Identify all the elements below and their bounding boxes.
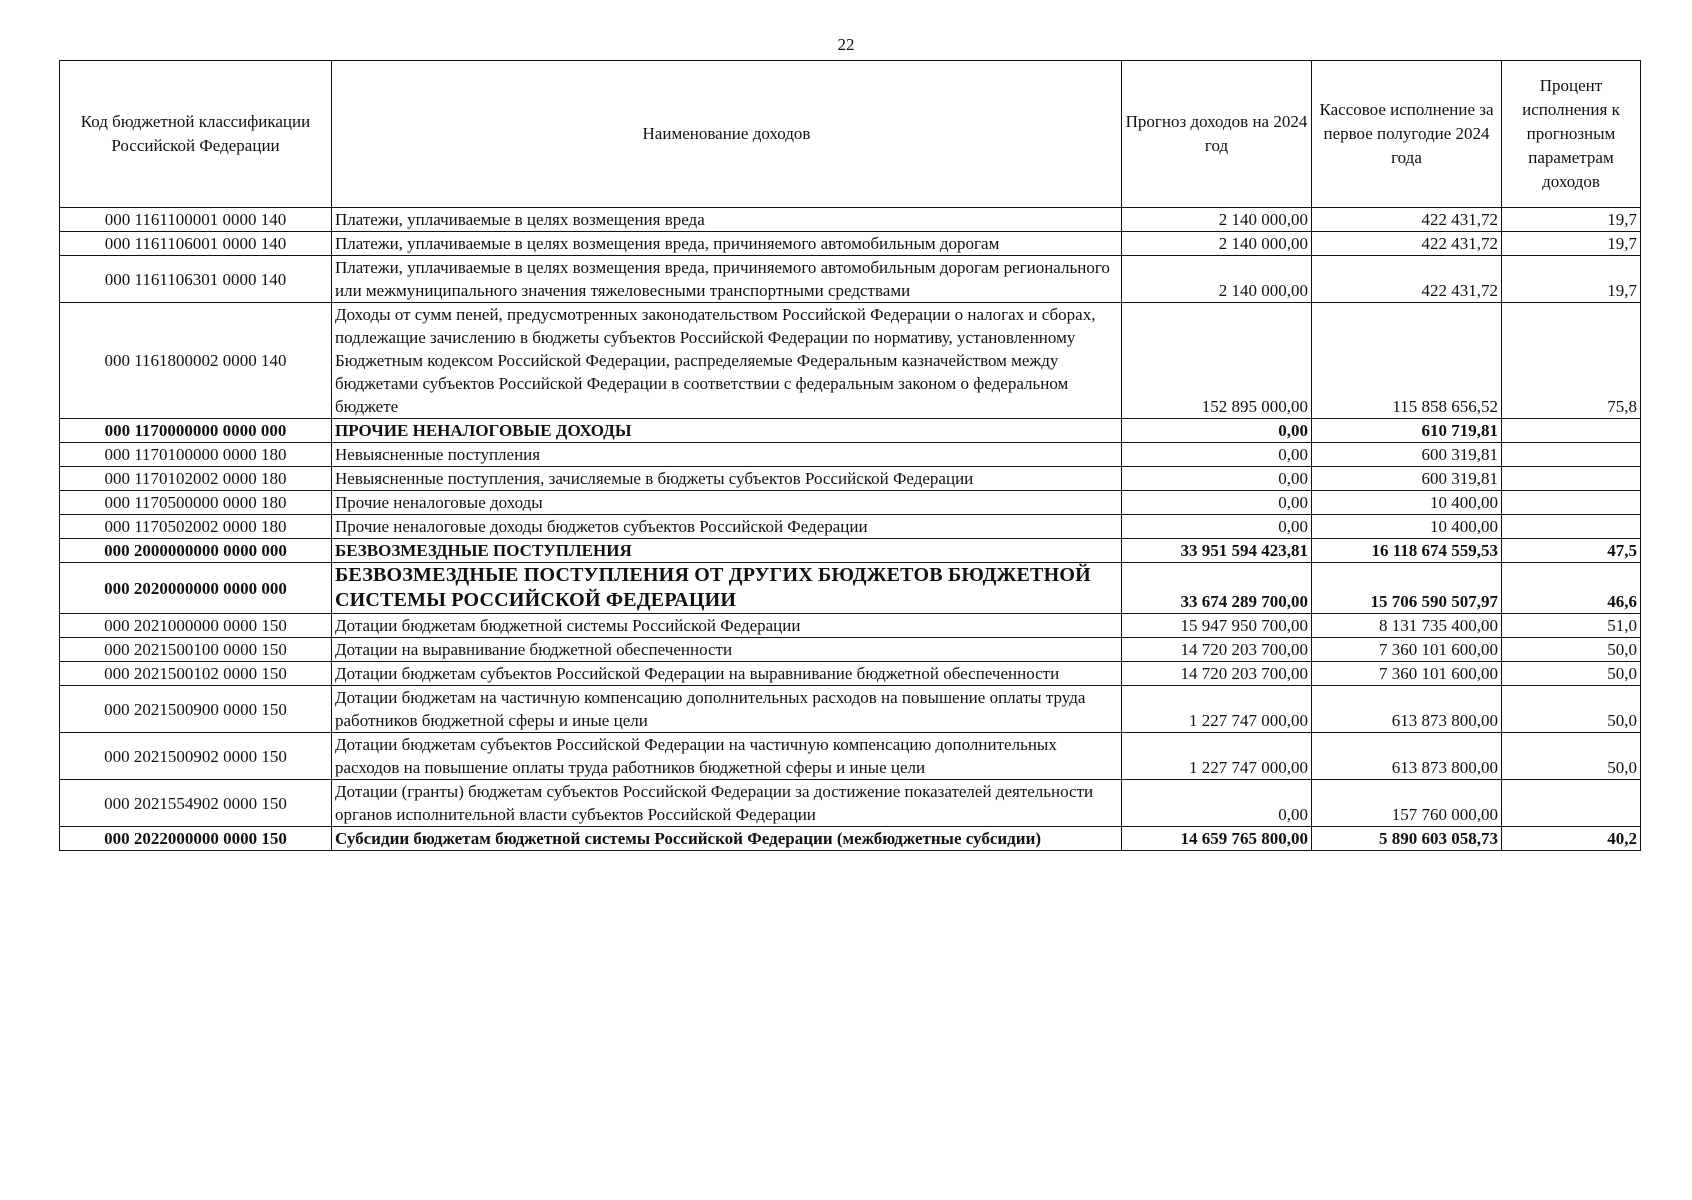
percent-cell: 40,2 xyxy=(1502,827,1641,851)
forecast-cell: 2 140 000,00 xyxy=(1122,208,1312,232)
revenue-name-cell: Невыясненные поступления, зачисляемые в бюджеты субъектов Российской Федерации xyxy=(332,467,1122,491)
executed-cell: 10 400,00 xyxy=(1312,491,1502,515)
table-row xyxy=(60,614,1641,638)
table-row xyxy=(60,467,1641,491)
revenue-name-cell: Дотации бюджетам субъектов Российской Федерации на выравнивание бюджетной обеспеченности xyxy=(332,662,1122,686)
budget-code-cell: 000 1170100000 0000 180 xyxy=(60,443,332,467)
forecast-cell: 0,00 xyxy=(1122,491,1312,515)
page-number: 22 xyxy=(837,35,855,54)
forecast-cell: 0,00 xyxy=(1122,515,1312,539)
budget-code-cell: 000 1170102002 0000 180 xyxy=(60,467,332,491)
percent-cell xyxy=(1502,515,1641,539)
percent-cell: 19,7 xyxy=(1502,208,1641,232)
budget-code-cell: 000 1161106301 0000 140 xyxy=(60,256,332,303)
forecast-cell: 1 227 747 000,00 xyxy=(1122,686,1312,733)
percent-cell: 50,0 xyxy=(1502,662,1641,686)
executed-cell: 7 360 101 600,00 xyxy=(1312,662,1502,686)
percent-cell: 50,0 xyxy=(1502,686,1641,733)
table-row xyxy=(60,303,1641,419)
percent-cell xyxy=(1502,467,1641,491)
revenue-name-cell: Платежи, уплачиваемые в целях возмещения вреда xyxy=(332,208,1122,232)
table-row xyxy=(60,208,1641,232)
forecast-cell: 0,00 xyxy=(1122,780,1312,827)
table-row xyxy=(60,662,1641,686)
executed-cell: 600 319,81 xyxy=(1312,467,1502,491)
forecast-cell: 14 720 203 700,00 xyxy=(1122,662,1312,686)
table-row xyxy=(60,827,1641,851)
forecast-cell: 0,00 xyxy=(1122,443,1312,467)
percent-cell xyxy=(1502,491,1641,515)
revenue-name-cell: ПРОЧИЕ НЕНАЛОГОВЫЕ ДОХОДЫ xyxy=(332,419,1122,443)
percent-cell: 75,8 xyxy=(1502,303,1641,419)
budget-code-cell: 000 2021000000 0000 150 xyxy=(60,614,332,638)
revenue-name-cell: Доходы от сумм пеней, предусмотренных законодательством Российской Федерации о налогах и сборах, подлежащие зачислению в бюджеты субъектов Российской Федерации по нормативу, установленному Бюджетным кодексом Российской Федерации, распределяемые Федеральным казначейством между бюджетами субъектов Российской Федерации в соответствии с федеральным законом о федеральном бюджете xyxy=(332,303,1122,419)
executed-cell: 115 858 656,52 xyxy=(1312,303,1502,419)
budget-code-cell: 000 2021500102 0000 150 xyxy=(60,662,332,686)
table-row xyxy=(60,443,1641,467)
table-row xyxy=(60,638,1641,662)
percent-cell: 50,0 xyxy=(1502,638,1641,662)
revenue-name-cell: Дотации на выравнивание бюджетной обеспеченности xyxy=(332,638,1122,662)
budget-code-cell: 000 1170000000 0000 000 xyxy=(60,419,332,443)
percent-cell xyxy=(1502,780,1641,827)
executed-cell: 8 131 735 400,00 xyxy=(1312,614,1502,638)
header-forecast: Прогноз доходов на 2024 год xyxy=(1122,61,1312,208)
budget-code-cell: 000 1161100001 0000 140 xyxy=(60,208,332,232)
executed-cell: 422 431,72 xyxy=(1312,256,1502,303)
executed-cell: 613 873 800,00 xyxy=(1312,686,1502,733)
table-row xyxy=(60,515,1641,539)
table-body xyxy=(60,208,1641,851)
executed-cell: 7 360 101 600,00 xyxy=(1312,638,1502,662)
revenue-name-cell: Дотации бюджетам субъектов Российской Федерации на частичную компенсацию дополнительных расходов на повышение оплаты труда работников бюджетной сферы и иные цели xyxy=(332,733,1122,780)
executed-cell: 15 706 590 507,97 xyxy=(1312,563,1502,614)
percent-cell: 47,5 xyxy=(1502,539,1641,563)
budget-code-cell: 000 1170502002 0000 180 xyxy=(60,515,332,539)
forecast-cell: 1 227 747 000,00 xyxy=(1122,733,1312,780)
executed-cell: 610 719,81 xyxy=(1312,419,1502,443)
revenue-name-cell: БЕЗВОЗМЕЗДНЫЕ ПОСТУПЛЕНИЯ xyxy=(332,539,1122,563)
revenue-name-cell: Дотации (гранты) бюджетам субъектов Российской Федерации за достижение показателей деятельности органов исполнительной власти субъектов Российской Федерации xyxy=(332,780,1122,827)
executed-cell: 422 431,72 xyxy=(1312,208,1502,232)
percent-cell: 19,7 xyxy=(1502,232,1641,256)
revenue-name-cell: Платежи, уплачиваемые в целях возмещения вреда, причиняемого автомобильным дорогам xyxy=(332,232,1122,256)
percent-cell: 51,0 xyxy=(1502,614,1641,638)
forecast-cell: 2 140 000,00 xyxy=(1122,256,1312,303)
revenue-name-cell: БЕЗВОЗМЕЗДНЫЕ ПОСТУПЛЕНИЯ ОТ ДРУГИХ БЮДЖЕТОВ БЮДЖЕТНОЙ СИСТЕМЫ РОССИЙСКОЙ ФЕДЕРАЦИИ xyxy=(332,563,1122,614)
forecast-cell: 0,00 xyxy=(1122,467,1312,491)
table-row xyxy=(60,539,1641,563)
forecast-cell: 2 140 000,00 xyxy=(1122,232,1312,256)
executed-cell: 422 431,72 xyxy=(1312,232,1502,256)
header-code: Код бюджетной классификации Российской Федерации xyxy=(60,61,332,208)
budget-code-cell: 000 2022000000 0000 150 xyxy=(60,827,332,851)
forecast-cell: 152 895 000,00 xyxy=(1122,303,1312,419)
table-row xyxy=(60,419,1641,443)
forecast-cell: 33 674 289 700,00 xyxy=(1122,563,1312,614)
header-percent: Процент исполнения к прогнозным параметрам доходов xyxy=(1502,61,1641,208)
header-executed: Кассовое исполнение за первое полугодие 2024 года xyxy=(1312,61,1502,208)
table-row xyxy=(60,733,1641,780)
revenue-name-cell: Невыясненные поступления xyxy=(332,443,1122,467)
forecast-cell: 14 659 765 800,00 xyxy=(1122,827,1312,851)
budget-code-cell: 000 2021500100 0000 150 xyxy=(60,638,332,662)
table-row xyxy=(60,256,1641,303)
table-row xyxy=(60,686,1641,733)
budget-code-cell: 000 2021500902 0000 150 xyxy=(60,733,332,780)
percent-cell xyxy=(1502,419,1641,443)
header-name: Наименование доходов xyxy=(332,61,1122,208)
executed-cell: 5 890 603 058,73 xyxy=(1312,827,1502,851)
budget-code-cell: 000 2021554902 0000 150 xyxy=(60,780,332,827)
forecast-cell: 0,00 xyxy=(1122,419,1312,443)
executed-cell: 613 873 800,00 xyxy=(1312,733,1502,780)
table-header-row xyxy=(60,61,1641,208)
revenue-name-cell: Прочие неналоговые доходы xyxy=(332,491,1122,515)
percent-cell: 19,7 xyxy=(1502,256,1641,303)
percent-cell: 46,6 xyxy=(1502,563,1641,614)
table-row xyxy=(60,491,1641,515)
revenue-name-cell: Дотации бюджетам бюджетной системы Российской Федерации xyxy=(332,614,1122,638)
percent-cell xyxy=(1502,443,1641,467)
table-row xyxy=(60,780,1641,827)
revenue-name-cell: Платежи, уплачиваемые в целях возмещения вреда, причиняемого автомобильным дорогам регионального или межмуниципального значения тяжеловесными транспортными средствами xyxy=(332,256,1122,303)
budget-code-cell: 000 2020000000 0000 000 xyxy=(60,563,332,614)
executed-cell: 10 400,00 xyxy=(1312,515,1502,539)
budget-code-cell: 000 1170500000 0000 180 xyxy=(60,491,332,515)
revenue-name-cell: Субсидии бюджетам бюджетной системы Российской Федерации (межбюджетные субсидии) xyxy=(332,827,1122,851)
percent-cell: 50,0 xyxy=(1502,733,1641,780)
budget-code-cell: 000 1161106001 0000 140 xyxy=(60,232,332,256)
revenue-name-cell: Прочие неналоговые доходы бюджетов субъектов Российской Федерации xyxy=(332,515,1122,539)
revenue-table xyxy=(59,60,1641,851)
forecast-cell: 15 947 950 700,00 xyxy=(1122,614,1312,638)
forecast-cell: 33 951 594 423,81 xyxy=(1122,539,1312,563)
executed-cell: 157 760 000,00 xyxy=(1312,780,1502,827)
revenue-name-cell: Дотации бюджетам на частичную компенсацию дополнительных расходов на повышение оплаты труда работников бюджетной сферы и иные цели xyxy=(332,686,1122,733)
budget-code-cell: 000 2021500900 0000 150 xyxy=(60,686,332,733)
forecast-cell: 14 720 203 700,00 xyxy=(1122,638,1312,662)
budget-code-cell: 000 1161800002 0000 140 xyxy=(60,303,332,419)
table-row xyxy=(60,232,1641,256)
table-row xyxy=(60,563,1641,614)
budget-code-cell: 000 2000000000 0000 000 xyxy=(60,539,332,563)
executed-cell: 600 319,81 xyxy=(1312,443,1502,467)
executed-cell: 16 118 674 559,53 xyxy=(1312,539,1502,563)
